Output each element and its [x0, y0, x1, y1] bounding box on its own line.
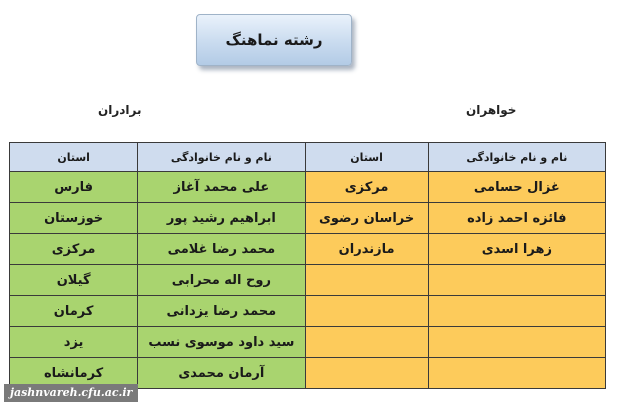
header-brothers-name: نام و نام خانوادگی — [138, 143, 305, 172]
header-sisters-name: نام و نام خانوادگی — [428, 143, 605, 172]
brother-province-cell: کرمانشاه — [10, 358, 138, 389]
sister-province-cell — [305, 265, 428, 296]
table-row — [10, 327, 606, 358]
table-row — [10, 296, 606, 327]
page-title: رشته نماهنگ — [196, 14, 352, 66]
header-sisters-province: استان — [305, 143, 428, 172]
brother-province-cell: مرکزی — [10, 234, 138, 265]
sister-province-cell: خراسان رضوی — [305, 203, 428, 234]
table-header-row — [10, 143, 606, 172]
sister-name-cell: زهرا اسدی — [428, 234, 605, 265]
sister-name-cell — [428, 358, 605, 389]
sister-province-cell: مرکزی — [305, 172, 428, 203]
sister-province-cell — [305, 327, 428, 358]
sister-province-cell — [305, 358, 428, 389]
group-label-brothers: برادران — [98, 103, 142, 117]
table-row — [10, 265, 606, 296]
brother-name-cell: محمد رضا غلامی — [138, 234, 305, 265]
header-brothers-province: استان — [10, 143, 138, 172]
sister-name-cell — [428, 296, 605, 327]
sister-name-cell — [428, 265, 605, 296]
table-row — [10, 172, 606, 203]
brother-name-cell: سید داود موسوی نسب — [138, 327, 305, 358]
results-table — [9, 142, 606, 389]
sister-province-cell: مازندران — [305, 234, 428, 265]
brother-name-cell: ابراهیم رشید پور — [138, 203, 305, 234]
brother-province-cell: فارس — [10, 172, 138, 203]
brother-name-cell: علی محمد آغاز — [138, 172, 305, 203]
sister-province-cell — [305, 296, 428, 327]
group-label-sisters: خواهران — [466, 103, 517, 117]
brother-province-cell: گیلان — [10, 265, 138, 296]
brother-province-cell: خوزستان — [10, 203, 138, 234]
brother-name-cell: روح اله محرابی — [138, 265, 305, 296]
brother-province-cell: کرمان — [10, 296, 138, 327]
brother-name-cell: محمد رضا یزدانی — [138, 296, 305, 327]
sister-name-cell — [428, 327, 605, 358]
watermark: jashnvareh.cfu.ac.ir — [4, 384, 138, 402]
brother-province-cell: یزد — [10, 327, 138, 358]
table-row — [10, 203, 606, 234]
sister-name-cell: فائزه احمد زاده — [428, 203, 605, 234]
brother-name-cell: آرمان محمدی — [138, 358, 305, 389]
table-row — [10, 234, 606, 265]
sister-name-cell: غزال حسامی — [428, 172, 605, 203]
